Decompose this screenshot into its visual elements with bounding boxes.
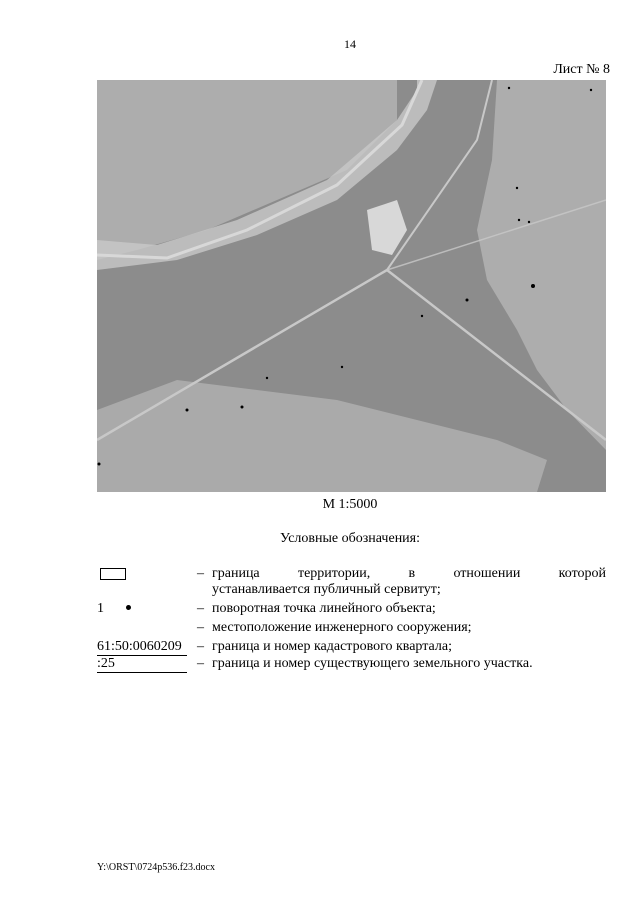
legend-symbol-land-plot [97,656,192,673]
legend-text-line: поворотная точка линейного объекта; [212,601,436,616]
legend-text-line: граница и номер кадастрового квартала; [212,639,452,654]
legend-text-line: устанавливается публичный сервитут; [212,582,441,597]
footer-file-path: Y:\ORST\0724p536.f23.docx [97,862,215,873]
legend-symbol-cadastral-quarter [97,639,192,656]
legend-text-line: граница территории, в отношении которой [212,566,606,581]
boundary-rectangle-icon [100,568,126,580]
point-dot-icon [126,605,131,610]
land-plot-number: :25 [97,656,187,673]
legend-dash: – [197,620,204,635]
page-number: 14 [344,37,356,51]
legend-dash: – [197,601,204,616]
legend-dash: – [197,656,204,671]
point-number: 1 [97,601,104,616]
legend-dash: – [197,639,204,654]
aerial-map [97,80,606,492]
legend-symbol-turning-point [97,601,192,617]
map-scale: М 1:5000 [322,497,378,512]
sheet-label: Лист № 8 [553,62,610,77]
legend-dash: – [197,566,204,581]
aerial-photo [97,80,606,492]
legend-symbol-boundary [97,566,192,580]
cadastral-quarter-number: 61:50:0060209 [97,639,187,656]
legend-text-line: местоположение инженерного сооружения; [212,620,472,635]
legend-title: Условные обозначения: [279,531,421,546]
legend-text-line: граница и номер существующего земельного участка. [212,656,533,671]
